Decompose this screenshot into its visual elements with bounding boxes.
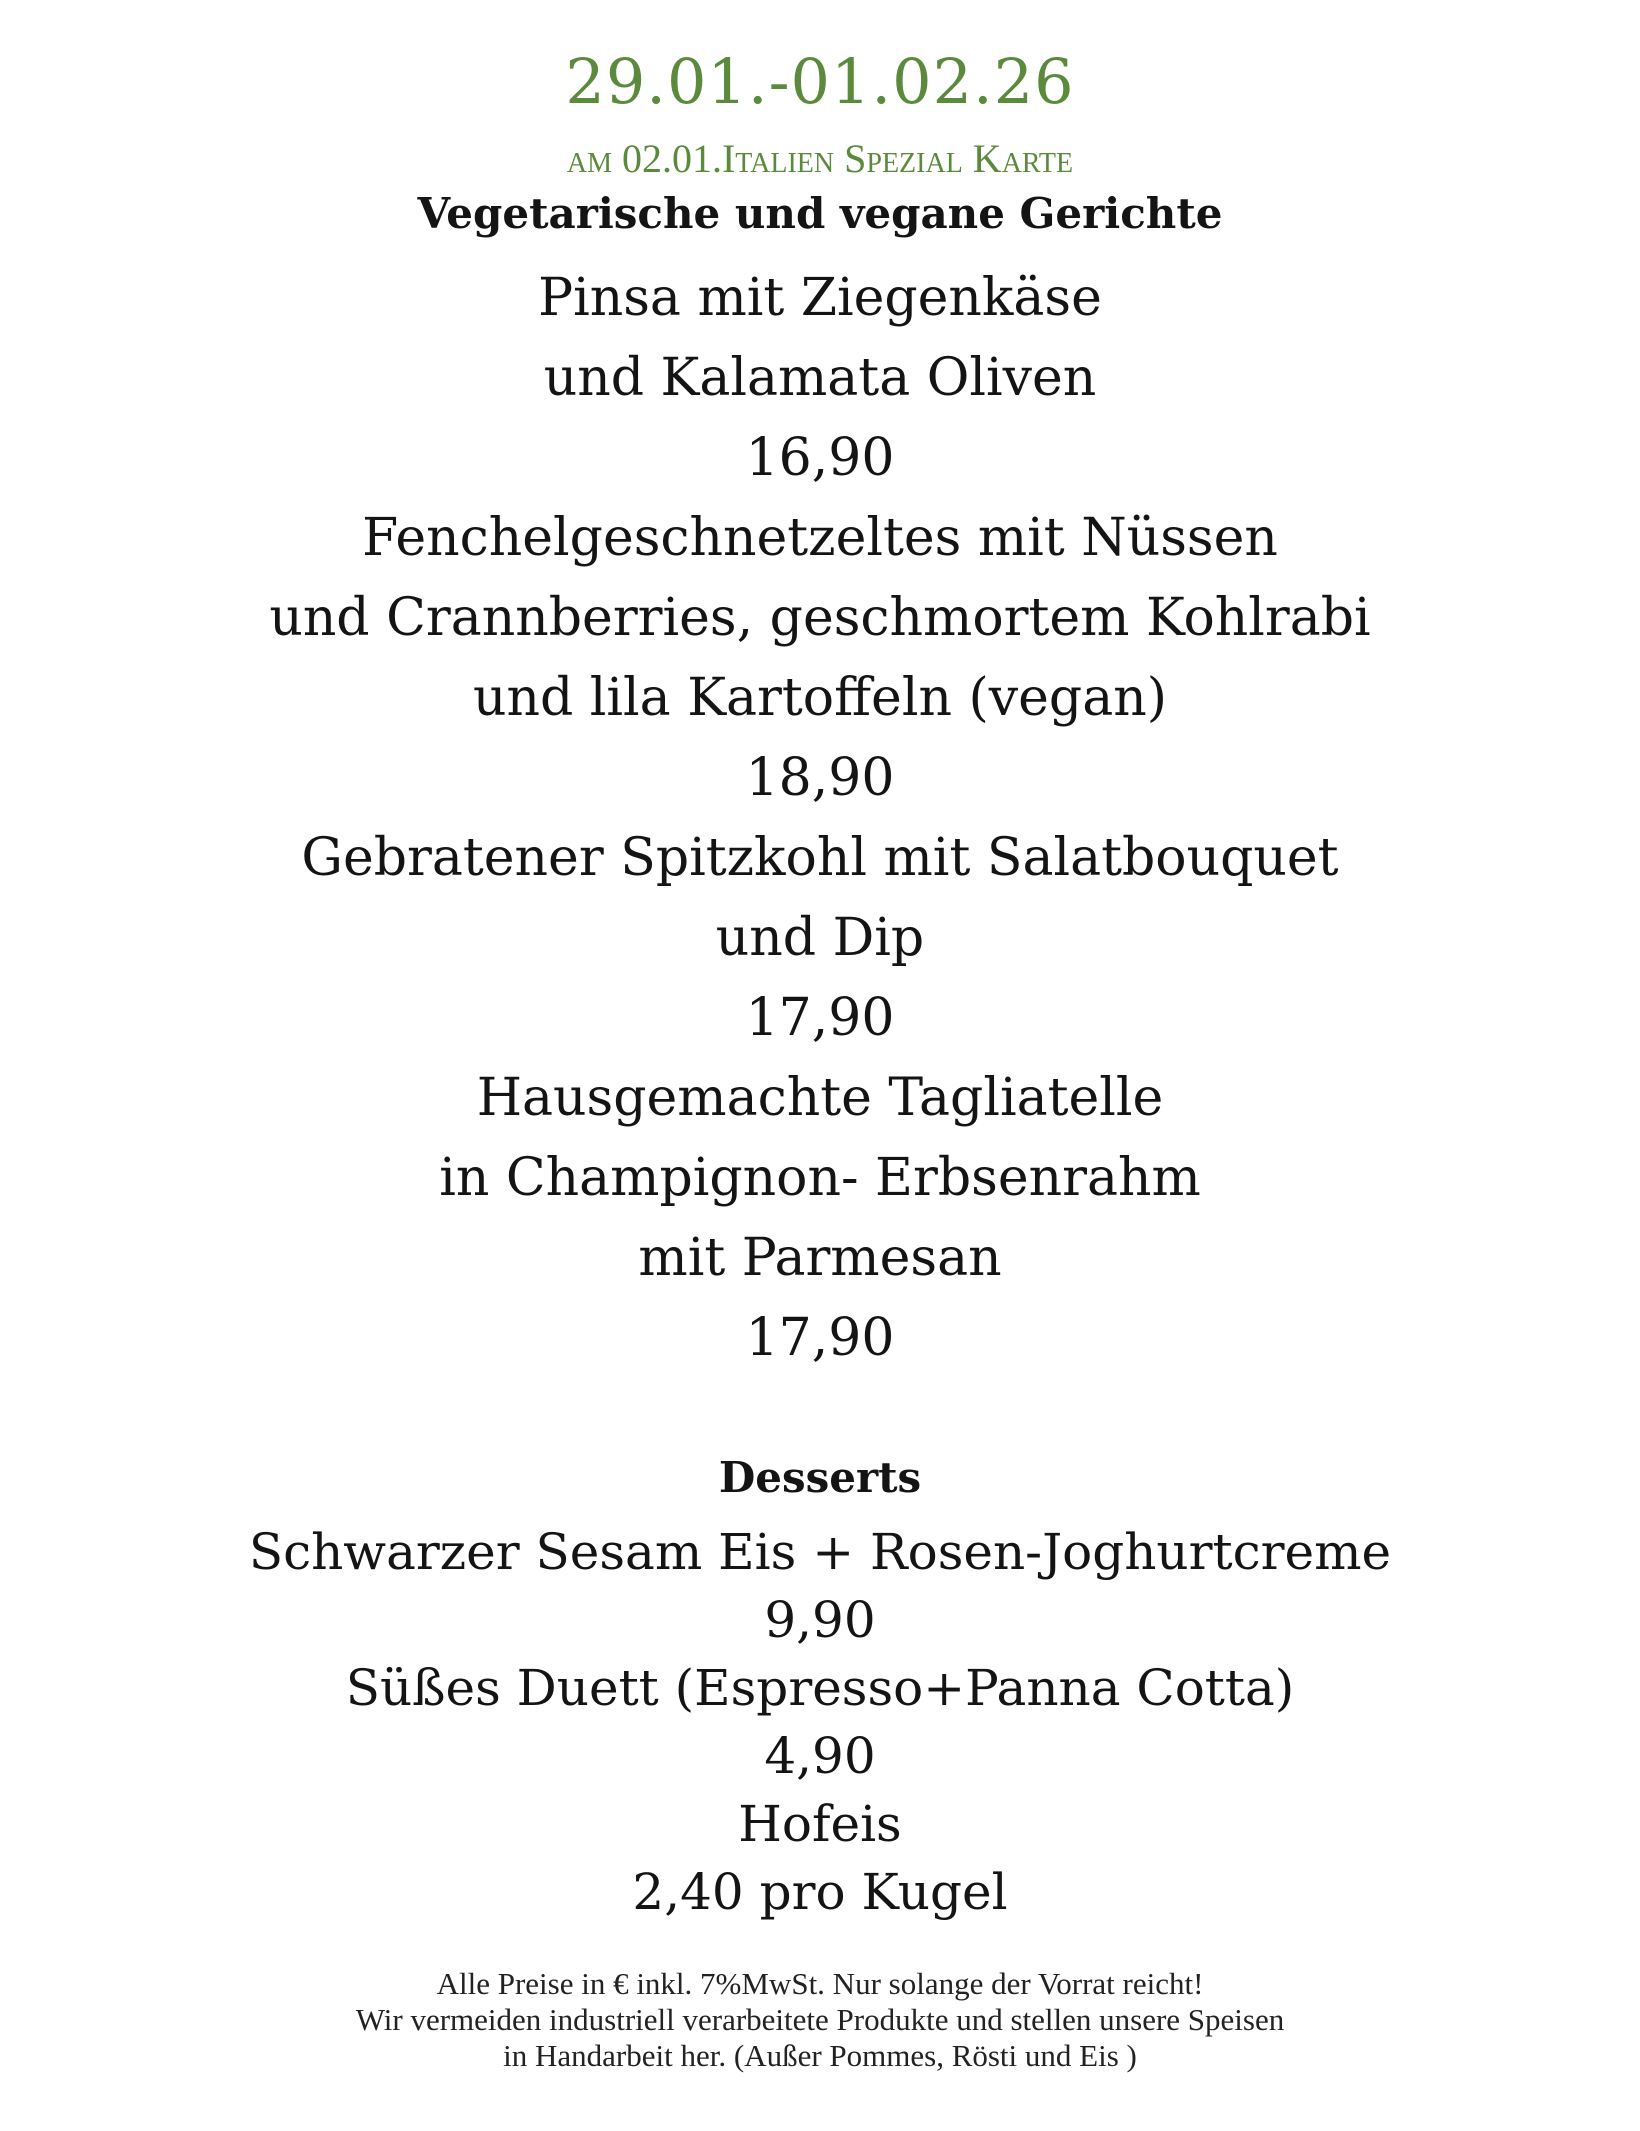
dessert-item (0, 1518, 1640, 1654)
dish-name-line: Pinsa mit Ziegenkäse (538, 268, 1102, 328)
dessert-name: Hofeis (738, 1795, 902, 1853)
dessert-price: 9,90 (764, 1591, 876, 1649)
dish-name-line: in Champignon- Erbsenrahm (439, 1148, 1201, 1208)
dish-price: 17,90 (745, 1308, 895, 1368)
footer-line: Alle Preise in € inkl. 7%MwSt. Nur solange der Vorrat reicht! (436, 1966, 1204, 2001)
vegetarian-heading: Vegetarische und vegane Gerichte (417, 189, 1223, 238)
dessert-name: Schwarzer Sesam Eis + Rosen-Joghurtcreme (248, 1523, 1392, 1581)
dish-name-line: und Kalamata Oliven (543, 348, 1097, 408)
dish-name-line: und Crannberries, geschmortem Kohlrabi (269, 588, 1371, 648)
dessert-item (0, 1790, 1640, 1926)
dessert-list (0, 1518, 1640, 1926)
dish-price: 17,90 (745, 988, 895, 1048)
dish-price: 18,90 (745, 748, 895, 808)
special-menu-note: am 02.01.Italien Spezial Karte (566, 136, 1074, 181)
dish-item (0, 1058, 1640, 1378)
dessert-price: 2,40 pro Kugel (632, 1863, 1008, 1921)
dessert-item (0, 1654, 1640, 1790)
desserts-heading: Desserts (718, 1453, 922, 1502)
dessert-name: Süßes Duett (Espresso+Panna Cotta) (345, 1659, 1295, 1717)
footer-line: in Handarbeit her. (Außer Pommes, Rösti und Eis ) (503, 2038, 1137, 2073)
dish-item (0, 258, 1640, 498)
vegetarian-dish-list (0, 258, 1640, 1378)
dish-name-line: mit Parmesan (638, 1228, 1002, 1288)
dish-name-line: Fenchelgeschnetzeltes mit Nüssen (362, 508, 1278, 568)
dessert-price: 4,90 (764, 1727, 876, 1785)
dish-name-line: und lila Kartoffeln (vegan) (472, 668, 1167, 728)
dish-name-line: und Dip (715, 908, 925, 968)
dish-item (0, 818, 1640, 1058)
date-range-title: 29.01.-01.02.26 (565, 45, 1075, 118)
dish-name-line: Gebratener Spitzkohl mit Salatbouquet (301, 828, 1339, 888)
dish-price: 16,90 (745, 428, 895, 488)
dish-name-line: Hausgemachte Tagliatelle (476, 1068, 1164, 1128)
footer-line: Wir vermeiden industriell verarbeitete Produkte und stellen unsere Speisen (355, 2002, 1285, 2037)
dish-item (0, 498, 1640, 818)
footer-notes (0, 1966, 1640, 2074)
